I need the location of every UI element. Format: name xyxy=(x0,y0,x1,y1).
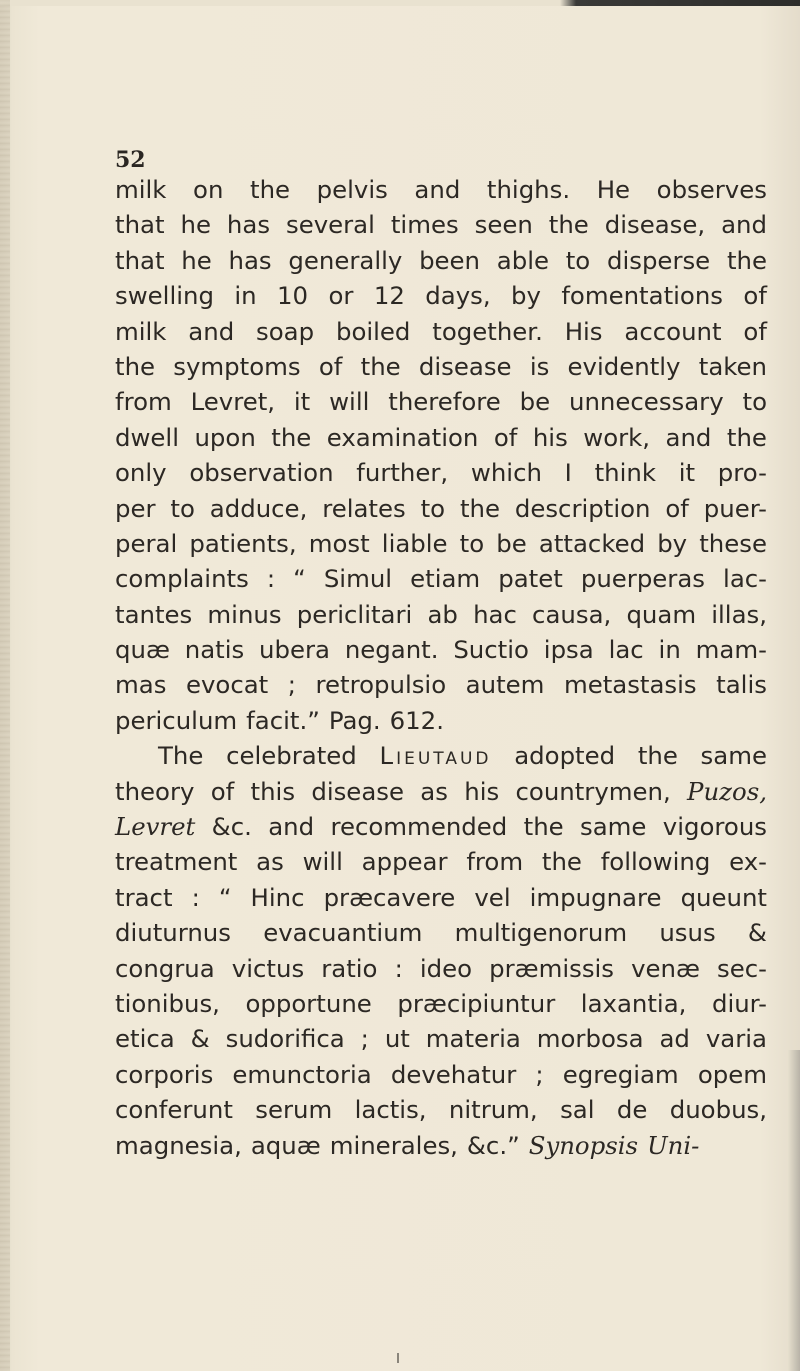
italic-word: Uni- xyxy=(647,1130,700,1160)
word: description xyxy=(514,493,651,523)
word: & xyxy=(747,918,767,948)
word: & xyxy=(190,1024,210,1054)
word: puer- xyxy=(703,493,767,523)
text-line xyxy=(115,1092,767,1127)
word: of xyxy=(743,281,767,311)
word: of xyxy=(493,422,518,452)
word: puerperas xyxy=(580,564,705,594)
word: the xyxy=(360,351,401,381)
word: “ xyxy=(293,564,306,594)
word: peral xyxy=(115,528,178,558)
word: corporis xyxy=(115,1059,214,1089)
word: facit.” xyxy=(246,705,320,735)
word: the xyxy=(541,847,582,877)
word: ab xyxy=(427,599,458,629)
word: 612. xyxy=(389,705,444,735)
word: sec- xyxy=(717,953,767,983)
word: autem xyxy=(465,670,545,700)
word: to xyxy=(420,493,446,523)
word: natis xyxy=(184,635,245,665)
word: most xyxy=(308,528,370,558)
word: He xyxy=(596,175,631,204)
word: lac- xyxy=(723,564,767,594)
word: minus xyxy=(207,599,282,629)
word: Hinc xyxy=(250,882,305,912)
word: examination xyxy=(326,422,479,452)
word: disease xyxy=(418,351,512,381)
word: impugnare xyxy=(529,882,662,912)
word: as xyxy=(256,847,284,877)
text-line xyxy=(115,561,767,596)
word: this xyxy=(250,776,296,806)
word: adduce, xyxy=(209,493,308,523)
word: it xyxy=(678,458,696,488)
word: tract xyxy=(115,882,173,912)
word: upon xyxy=(194,422,256,452)
word: generally xyxy=(288,245,403,275)
word: appear xyxy=(361,847,448,877)
word: observes xyxy=(656,175,767,204)
word: account xyxy=(624,316,722,346)
word: in xyxy=(658,635,681,665)
word: venæ xyxy=(631,953,700,983)
italic-word: Synopsis xyxy=(528,1130,639,1160)
word: on xyxy=(193,175,224,204)
word: præcavere xyxy=(323,882,456,912)
word: diur- xyxy=(711,988,767,1018)
text-line xyxy=(115,1021,767,1056)
word: etica xyxy=(115,1024,175,1054)
word: mam- xyxy=(695,635,767,665)
word: that xyxy=(115,210,165,240)
word: lac xyxy=(608,635,644,665)
word: and xyxy=(188,316,235,346)
word: adopted xyxy=(514,741,616,771)
word: emunctoria xyxy=(232,1059,372,1089)
word: 12 xyxy=(373,281,405,311)
italic-word: Levret xyxy=(115,812,196,842)
text-line xyxy=(115,455,767,490)
word: ipsa xyxy=(543,635,594,665)
word: opem xyxy=(697,1059,767,1089)
word: disease xyxy=(311,776,404,806)
word: præmissis xyxy=(489,953,615,983)
word: victus xyxy=(231,953,305,983)
word: is xyxy=(529,351,550,381)
text-line xyxy=(115,738,767,773)
word: the xyxy=(726,422,767,452)
word: taken xyxy=(698,351,767,381)
word: which xyxy=(470,458,542,488)
word: congrua xyxy=(115,953,215,983)
word: of xyxy=(318,351,343,381)
word: aquæ xyxy=(250,1130,321,1160)
word: it xyxy=(293,387,311,417)
word: countrymen, xyxy=(515,776,671,806)
word: ideo xyxy=(419,953,473,983)
word: Simul xyxy=(323,564,393,594)
word: &c.” xyxy=(466,1130,520,1160)
text-line xyxy=(115,703,767,738)
word: I xyxy=(564,458,572,488)
text-line xyxy=(115,986,767,1021)
word: “ xyxy=(218,882,232,912)
word: quam xyxy=(626,599,697,629)
word: talis xyxy=(716,670,767,700)
word: symptoms xyxy=(173,351,301,381)
word: &c. xyxy=(211,812,252,842)
word: metastasis xyxy=(563,670,697,700)
word: days, xyxy=(425,281,491,311)
word: periculum xyxy=(115,705,238,735)
word: to xyxy=(565,245,591,275)
word: only xyxy=(115,458,167,488)
word: same xyxy=(580,812,647,842)
word: attacked xyxy=(538,528,646,558)
word: he xyxy=(180,210,211,240)
word: tionibus, xyxy=(115,988,220,1018)
word: these xyxy=(699,528,767,558)
word: liable xyxy=(381,528,448,558)
word: his xyxy=(532,422,568,452)
word: ut xyxy=(384,1024,410,1054)
right-shadow-edge xyxy=(788,1050,800,1371)
word: pro- xyxy=(717,458,767,488)
word: the xyxy=(726,245,767,275)
text-line xyxy=(115,1057,767,1092)
word: or xyxy=(328,281,354,311)
word: : xyxy=(191,882,200,912)
word: further, xyxy=(356,458,449,488)
word: relates xyxy=(322,493,406,523)
word: from xyxy=(115,387,172,417)
text-line xyxy=(115,844,767,879)
word: duobus, xyxy=(669,1095,767,1125)
word: minerales, xyxy=(329,1130,458,1160)
word: thighs. xyxy=(486,175,571,204)
text-line xyxy=(115,526,767,561)
word: together. xyxy=(432,316,543,346)
word: vigorous xyxy=(662,812,767,842)
word: pelvis xyxy=(316,175,388,204)
word: ex- xyxy=(729,847,767,877)
word: evidently xyxy=(567,351,681,381)
word: per xyxy=(115,493,156,523)
text-line xyxy=(115,349,767,384)
word: recommended xyxy=(330,812,508,842)
word: be xyxy=(519,387,551,417)
text-line xyxy=(115,774,767,809)
word: from xyxy=(466,847,524,877)
word: swelling xyxy=(115,281,214,311)
word: multigenorum xyxy=(454,918,628,948)
word: serum xyxy=(255,1095,333,1125)
word: tantes xyxy=(115,599,193,629)
word: his xyxy=(464,776,500,806)
word: and xyxy=(268,812,315,842)
text-line xyxy=(115,384,767,419)
word: dwell xyxy=(115,422,179,452)
word: illas, xyxy=(711,599,767,629)
text-line xyxy=(115,880,767,915)
word: patients, xyxy=(189,528,297,558)
word: magnesia, xyxy=(115,1130,242,1160)
word: ; xyxy=(535,1059,544,1089)
word: Levret, xyxy=(190,387,276,417)
word: the xyxy=(637,741,678,771)
word: to xyxy=(742,387,767,417)
word: queunt xyxy=(680,882,767,912)
word: complaints xyxy=(115,564,249,594)
word: been xyxy=(419,245,481,275)
page-number: 52 xyxy=(115,147,146,173)
word: times xyxy=(390,210,459,240)
word: retropulsio xyxy=(315,670,447,700)
binding-gutter xyxy=(0,0,10,1371)
word: and xyxy=(665,422,712,452)
word: as xyxy=(420,776,448,806)
text-line xyxy=(115,314,767,349)
word: to xyxy=(170,493,195,523)
word: observation xyxy=(189,458,334,488)
text-line xyxy=(115,1128,767,1163)
word: conferunt xyxy=(115,1095,233,1125)
word: boiled xyxy=(335,316,411,346)
word: soap xyxy=(256,316,315,346)
word: will xyxy=(329,387,370,417)
word: evocat xyxy=(185,670,269,700)
word: will xyxy=(302,847,343,877)
word: of xyxy=(210,776,235,806)
word: celebrated xyxy=(226,741,357,771)
text-line xyxy=(115,667,767,702)
word: by xyxy=(511,281,541,311)
word: sal xyxy=(560,1095,595,1125)
word: seen xyxy=(474,210,533,240)
word: unnecessary xyxy=(569,387,724,417)
word: materia xyxy=(425,1024,521,1054)
word: : xyxy=(394,953,403,983)
word: in xyxy=(234,281,257,311)
word: laxantia, xyxy=(580,988,687,1018)
text-line xyxy=(115,243,767,278)
author-name: Lieutaud xyxy=(379,741,492,771)
word: : xyxy=(266,564,276,594)
word: ratio xyxy=(321,953,378,983)
word: the xyxy=(459,493,500,523)
word: the xyxy=(271,422,312,452)
word: devehatur xyxy=(390,1059,517,1089)
word: the xyxy=(115,351,156,381)
word: Suctio xyxy=(453,635,529,665)
word: negant. xyxy=(344,635,439,665)
word: and xyxy=(414,175,461,204)
word: etiam xyxy=(410,564,481,594)
word: the xyxy=(523,812,564,842)
text-line xyxy=(115,491,767,526)
text-line xyxy=(115,951,767,986)
word: sudorifica xyxy=(225,1024,345,1054)
word: several xyxy=(286,210,375,240)
word: think xyxy=(594,458,656,488)
paper-speck xyxy=(397,1353,399,1363)
word: be xyxy=(496,528,527,558)
top-shadow-edge xyxy=(0,0,800,6)
word: egregiam xyxy=(562,1059,679,1089)
word: morbosa xyxy=(536,1024,644,1054)
word: he xyxy=(181,245,212,275)
word: causa, xyxy=(532,599,612,629)
word: varia xyxy=(705,1024,767,1054)
italic-word: Puzos, xyxy=(687,776,767,806)
text-line xyxy=(115,172,767,207)
word: ad xyxy=(659,1024,690,1054)
word: Pag. xyxy=(328,705,381,735)
text-line xyxy=(115,597,767,632)
word: of xyxy=(743,316,767,346)
word: periclitari xyxy=(296,599,413,629)
word: the xyxy=(250,175,291,204)
word: mas xyxy=(115,670,167,700)
word: evacuantium xyxy=(263,918,423,948)
word: patet xyxy=(498,564,563,594)
word: disperse xyxy=(606,245,711,275)
word: opportune xyxy=(245,988,372,1018)
word: has xyxy=(228,245,272,275)
body-text xyxy=(115,172,767,1163)
word: His xyxy=(564,316,603,346)
word: milk xyxy=(115,316,167,346)
word: nitrum, xyxy=(448,1095,538,1125)
word: de xyxy=(616,1095,648,1125)
word: quæ xyxy=(115,635,170,665)
word: same xyxy=(700,741,767,771)
word: disease, xyxy=(604,210,706,240)
text-line xyxy=(115,809,767,844)
word: following xyxy=(600,847,711,877)
word: diuturnus xyxy=(115,918,231,948)
word: 10 xyxy=(277,281,309,311)
word: by xyxy=(657,528,688,558)
text-line xyxy=(115,420,767,455)
word: work, xyxy=(583,422,651,452)
word: to xyxy=(459,528,485,558)
word: treatment xyxy=(115,847,238,877)
text-line xyxy=(115,915,767,950)
word: vel xyxy=(474,882,511,912)
word: of xyxy=(665,493,689,523)
word: fomentations xyxy=(561,281,723,311)
word: hac xyxy=(473,599,517,629)
word: præcipiuntur xyxy=(397,988,556,1018)
text-line xyxy=(115,632,767,667)
word: theory xyxy=(115,776,195,806)
word: and xyxy=(721,210,767,240)
word: usus xyxy=(659,918,716,948)
word: that xyxy=(115,245,165,275)
word: ubera xyxy=(259,635,330,665)
word: able xyxy=(496,245,549,275)
word: milk xyxy=(115,175,167,204)
word: therefore xyxy=(388,387,501,417)
text-line xyxy=(115,278,767,313)
word: the xyxy=(548,210,589,240)
word: has xyxy=(226,210,271,240)
text-line xyxy=(115,207,767,242)
word: ; xyxy=(360,1024,369,1054)
word: ; xyxy=(287,670,296,700)
word: lactis, xyxy=(354,1095,427,1125)
word: The xyxy=(158,741,204,771)
